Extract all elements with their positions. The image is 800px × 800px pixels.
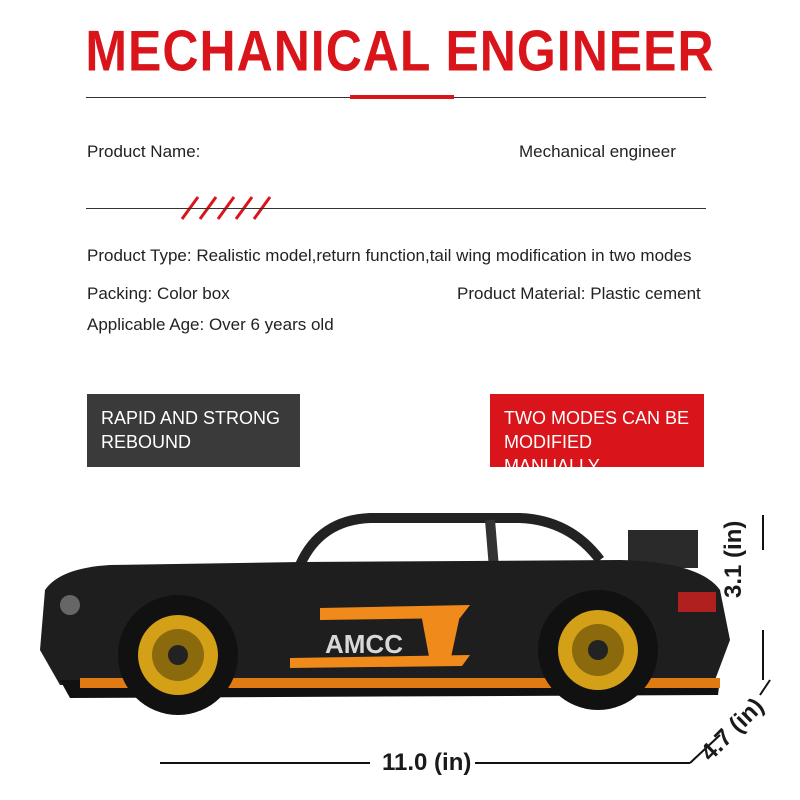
material-value: Plastic cement xyxy=(590,284,701,303)
car-livery-text: AMCC xyxy=(325,629,403,659)
age-row xyxy=(87,315,334,335)
age-value: Over 6 years old xyxy=(208,315,334,334)
page-title: MECHANICAL ENGINEER xyxy=(85,18,715,84)
age-label: Applicable Age: xyxy=(87,315,205,334)
product-type-label: Product Type: xyxy=(87,246,192,265)
section-divider xyxy=(86,208,706,209)
feature-badge-line: MODIFIED MANUALLY xyxy=(504,432,600,476)
rear-wheel xyxy=(538,590,658,710)
product-name-label: Product Name: xyxy=(87,142,201,161)
product-name-value: Mechanical engineer xyxy=(519,142,676,161)
feature-badge-line: RAPID AND STRONG xyxy=(101,408,281,428)
packing-label: Packing: xyxy=(87,284,153,303)
width-dimension: 4.7 (in) xyxy=(695,692,770,767)
length-dimension: 11.0 (in) xyxy=(382,749,472,776)
material-label: Product Material: xyxy=(457,284,586,303)
feature-badge-line: REBOUND xyxy=(101,432,192,452)
packing-value: Color box xyxy=(156,284,230,303)
title-accent-bar xyxy=(350,95,454,99)
feature-badge-modes xyxy=(490,394,704,476)
packing-row xyxy=(87,284,230,304)
front-wheel xyxy=(118,595,238,715)
height-dimension: 3.1 (in) xyxy=(720,520,747,598)
feature-badge-rebound xyxy=(87,394,300,467)
feature-badge-line: TWO MODES CAN BE xyxy=(504,408,690,428)
product-type-value: Realistic model,return function,tail wing modification in two modes xyxy=(196,246,692,265)
material-row xyxy=(457,284,701,304)
product-type-row xyxy=(87,246,691,266)
